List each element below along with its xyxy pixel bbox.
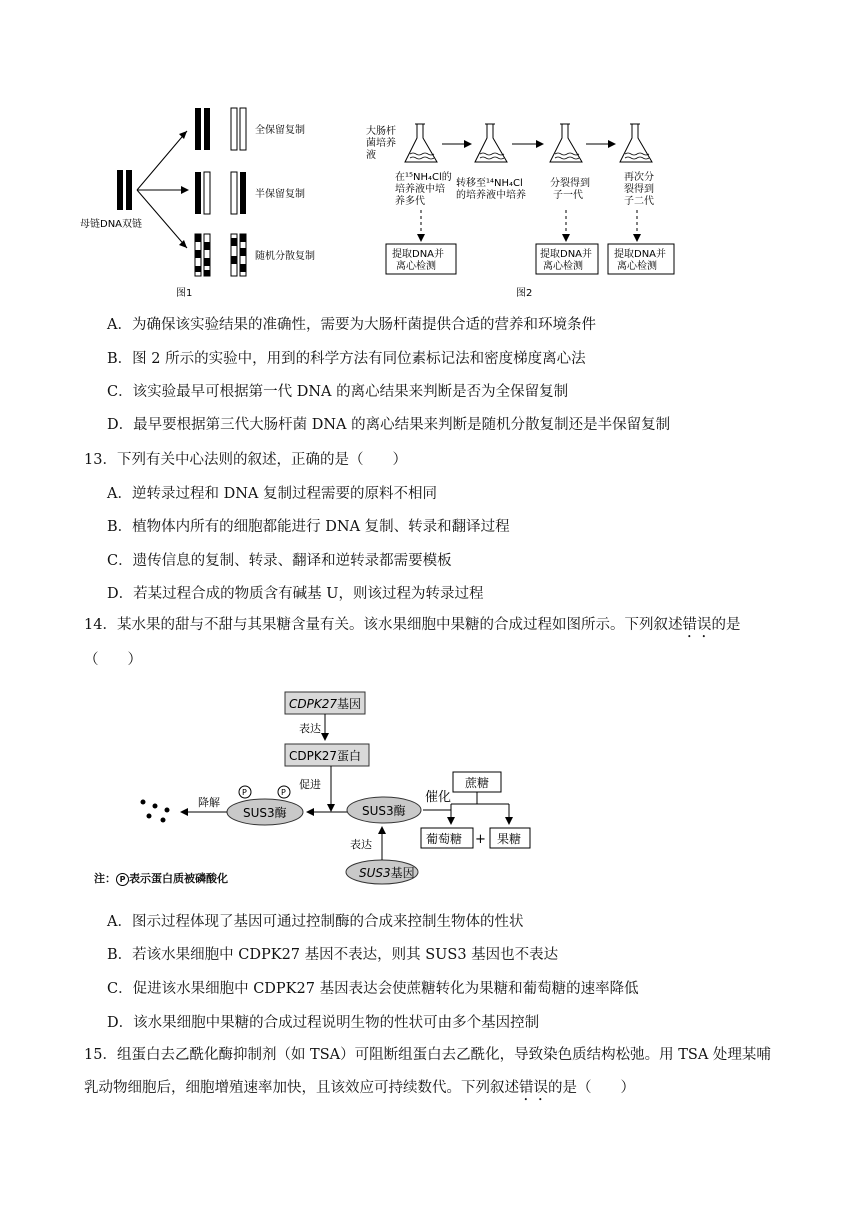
q14-option-d: D．该水果细胞中果糖的合成过程说明生物的性状可由多个基因控制 [107, 1015, 540, 1031]
step1-label: 在¹⁵NH₄Cl的 培养液中培 养多代 [395, 172, 452, 207]
cdpk27-protein-box: CDPK27蛋白 [289, 749, 361, 763]
q13-option-c: C．遗传信息的复制、转录、翻译和逆转录都需要模板 [107, 553, 452, 569]
svg-text:提取DNA并离心检测: 提取DNA并离心检测 [614, 249, 667, 272]
q15-stem-line2: 乳动物细胞后，细胞增殖速率加快，且该效应可持续数代。下列叙述错误的是（ ） [84, 1080, 635, 1096]
model-dispersive-label: 随机分散复制 [255, 251, 315, 262]
express-label-2: 表达 [350, 838, 372, 851]
fructose-box: 果糖 [497, 832, 522, 846]
catalyze-label: 催化 [425, 790, 452, 805]
svg-text:提取DNA并离心检测: 提取DNA并离心检测 [540, 249, 593, 272]
sucrose-box: 蔗糖 [465, 776, 490, 790]
q12-option-c: C．该实验最早可根据第一代 DNA 的离心结果来判断是否为全保留复制 [107, 384, 569, 400]
figure-1-caption: 图1 [176, 288, 193, 299]
model-semiconservative-label: 半保留复制 [255, 189, 305, 200]
q14-option-b: B．若该水果细胞中 CDPK27 基因不表达，则其 SUS3 基因也不表达 [107, 947, 559, 963]
promote-label: 促进 [299, 778, 321, 791]
branch-arrows [137, 131, 187, 248]
q13-option-d: D．若某过程合成的物质含有碱基 U，则该过程为转录过程 [107, 586, 484, 602]
parent-dna-label: 母链DNA双链 [80, 219, 143, 230]
q12-option-b: B．图 2 所示的实验中，用到的科学方法有同位素标记法和密度梯度离心法 [107, 351, 586, 367]
degrade-label: 降解 [198, 796, 220, 809]
figure-2-caption: 图2 [516, 288, 533, 299]
flask-label: 大肠杆菌培养液 [366, 126, 396, 161]
sus3-gene: SUS3基因 [359, 866, 415, 880]
q13-option-a: A．逆转录过程和 DNA 复制过程需要的原料不相同 [107, 486, 437, 502]
parent-strand-right [126, 170, 132, 210]
q14-diagram-note: 注： P 表示蛋白质被磷酸化 [94, 872, 228, 885]
q14-option-a: A．图示过程体现了基因可通过控制酶的合成来控制生物体的性状 [107, 914, 524, 930]
q14-stem-line2: （ ） [84, 652, 142, 668]
dispersive-strands [195, 234, 246, 276]
q12-option-d: D．最早要根据第三代大肠杆菌 DNA 的离心结果来判断是随机分散复制还是半保留复制 [107, 417, 671, 433]
flask-icons [405, 124, 652, 162]
step3-label: 分裂得到 子一代 [550, 178, 590, 201]
svg-text:提取DNA并离心检测: 提取DNA并离心检测 [392, 249, 445, 272]
q12-option-a: A．为确保该实验结果的准确性，需要为大肠杆菌提供合适的营养和环境条件 [107, 317, 596, 333]
plus-sign: + [475, 832, 486, 847]
q14-stem: 14．某水果的甜与不甜与其果糖含量有关。该水果细胞中果糖的合成过程如图所示。下列叙述错误的是 [84, 617, 741, 633]
detect-box-1 [386, 244, 456, 274]
sus3-enzyme: SUS3酶 [362, 804, 406, 818]
q14-option-c: C．促进该水果细胞中 CDPK27 基因表达会使蔗糖转化为果糖和葡萄糖的速率降低 [107, 981, 639, 997]
q13-stem: 13．下列有关中心法则的叙述，正确的是（ ） [84, 452, 407, 468]
cdpk27-gene-box: CDPK27基因 [289, 697, 362, 711]
q13-option-b: B．植物体内所有的细胞都能进行 DNA 复制、转录和翻译过程 [107, 519, 510, 535]
figure-1-replication-models [75, 98, 345, 303]
step2-label: 转移至¹⁴NH₄Cl 的培养液中培养 [456, 178, 526, 201]
express-label-1: 表达 [299, 722, 321, 735]
q15-stem-line1: 15．组蛋白去乙酰化酶抑制剂（如 TSA）可阻断组蛋白去乙酰化，导致染色质结构松弛。用 TSA 处理某哺 [84, 1047, 771, 1063]
model-conservative-label: 全保留复制 [255, 125, 305, 136]
phospho-mark-1: P [242, 788, 247, 797]
q14-pathway-diagram [95, 688, 545, 893]
degraded-fragments [141, 800, 170, 823]
figure-2-experiment [360, 118, 700, 303]
phospho-mark-2: P [281, 788, 286, 797]
detect-box-2 [536, 244, 598, 274]
glucose-box: 葡萄糖 [426, 832, 463, 846]
parent-strand-left [117, 170, 123, 210]
detect-box-3 [608, 244, 674, 274]
sus3-enzyme-phospho: SUS3酶 [243, 806, 287, 820]
step4-label: 再次分 裂得到 子二代 [624, 172, 654, 207]
